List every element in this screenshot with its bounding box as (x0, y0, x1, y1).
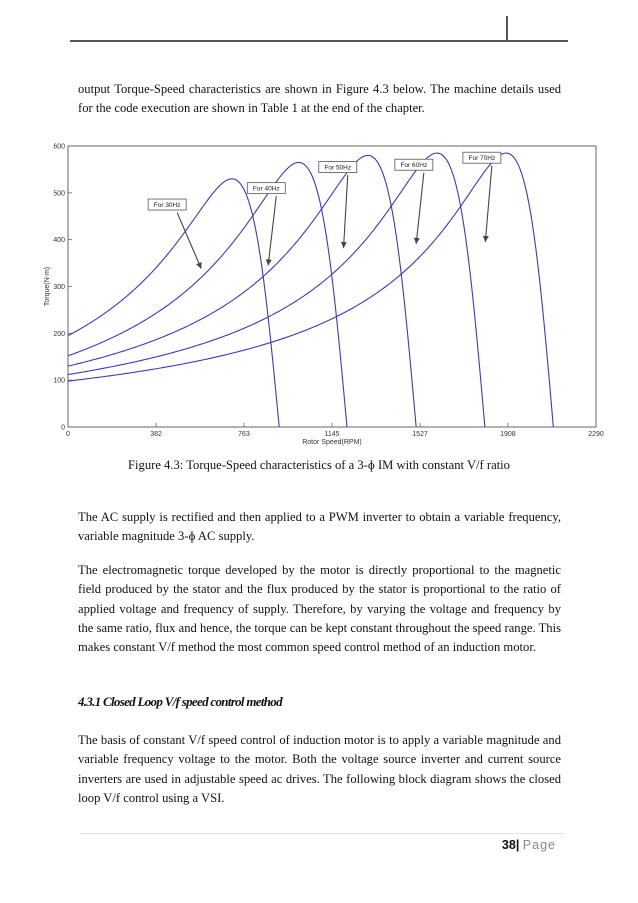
callout-arrow-head (483, 236, 489, 242)
y-axis-label: Torque(N-m) (44, 266, 51, 307)
callout-arrow-head (266, 259, 272, 265)
callout-arrow-head (341, 242, 347, 248)
figure-caption: Figure 4.3: Torque-Speed characteristics of a 3-ɸ IM with constant V/f ratio (128, 458, 510, 472)
x-tick-label: 1908 (500, 431, 516, 438)
x-axis-label: Rotor Speed(RPM) (302, 439, 362, 446)
series-label: For 30Hz (153, 202, 181, 210)
torque-paragraph: The electromagnetic torque developed by the motor is directly proportional to the magnetic field produced by the stator and the flux produced by the stator is proportional to the ratio of applied voltage and frequency of supply. Therefore, by varying the voltage and frequency by the same ratio, flux and hence, the torque can be kept constant throughout the speed range. This makes constant V/f method the most common speed control method of an induction motor. (78, 563, 561, 655)
callout-arrow-line (177, 213, 201, 269)
footer-separator: | (515, 838, 520, 852)
intro-paragraph: output Torque-Speed characteristics are shown in Figure 4.3 below. The machine details used for the code execution are shown in Table 1 at the end of the chapter. (78, 82, 561, 116)
y-tick-label: 500 (53, 190, 65, 198)
torque-curve-4 (68, 153, 485, 427)
y-tick-label: 400 (53, 237, 65, 245)
page-footer (502, 838, 556, 852)
ac-supply-paragraph: The AC supply is rectified and then applied to a PWM inverter to obtain a variable frequency, variable magnitude 3-ɸ AC supply. (78, 510, 561, 544)
footer-rule (80, 833, 564, 834)
x-tick-label: 1145 (324, 431, 340, 438)
callout-arrow-line (485, 166, 492, 242)
section-heading: 4.3.1 Closed Loop V/f speed control method (78, 694, 282, 709)
page-label: Page (522, 838, 556, 852)
y-tick-label: 200 (53, 330, 65, 338)
x-tick-label: 1527 (412, 431, 428, 438)
x-tick-label: 0 (66, 431, 70, 438)
y-tick-label: 100 (53, 377, 65, 385)
series-label: For 50Hz (324, 164, 352, 172)
y-tick-label: 300 (53, 284, 65, 291)
callout-arrow-line (344, 175, 348, 248)
page-number: 38 (501, 838, 516, 852)
x-tick-label: 382 (150, 431, 162, 438)
header-tick (506, 16, 508, 41)
series-label: For 60Hz (400, 162, 428, 170)
header-rule (70, 40, 568, 42)
basis-paragraph: The basis of constant V/f speed control of induction motor is to apply a variable magnitude and variable frequency voltage to the motor. Both the voltage source inverter and current source inverters are used in adjustable speed ac drives. The following block diagram shows the closed loop V/f control using a VSI. (78, 733, 561, 805)
x-tick-label: 2290 (588, 431, 604, 438)
series-label: For 70Hz (468, 155, 496, 163)
y-tick-label: 600 (53, 143, 65, 151)
x-tick-label: 763 (238, 431, 250, 438)
torque-speed-chart (40, 140, 604, 450)
plot-frame (68, 146, 596, 427)
torque-curve-5 (68, 153, 553, 427)
torque-curve-3 (68, 155, 416, 427)
y-tick-label: 0 (61, 424, 65, 432)
callout-arrow-line (268, 196, 276, 265)
torque-curve-1 (68, 179, 279, 427)
callout-arrow-line (416, 173, 424, 244)
series-label: For 40Hz (252, 185, 280, 193)
